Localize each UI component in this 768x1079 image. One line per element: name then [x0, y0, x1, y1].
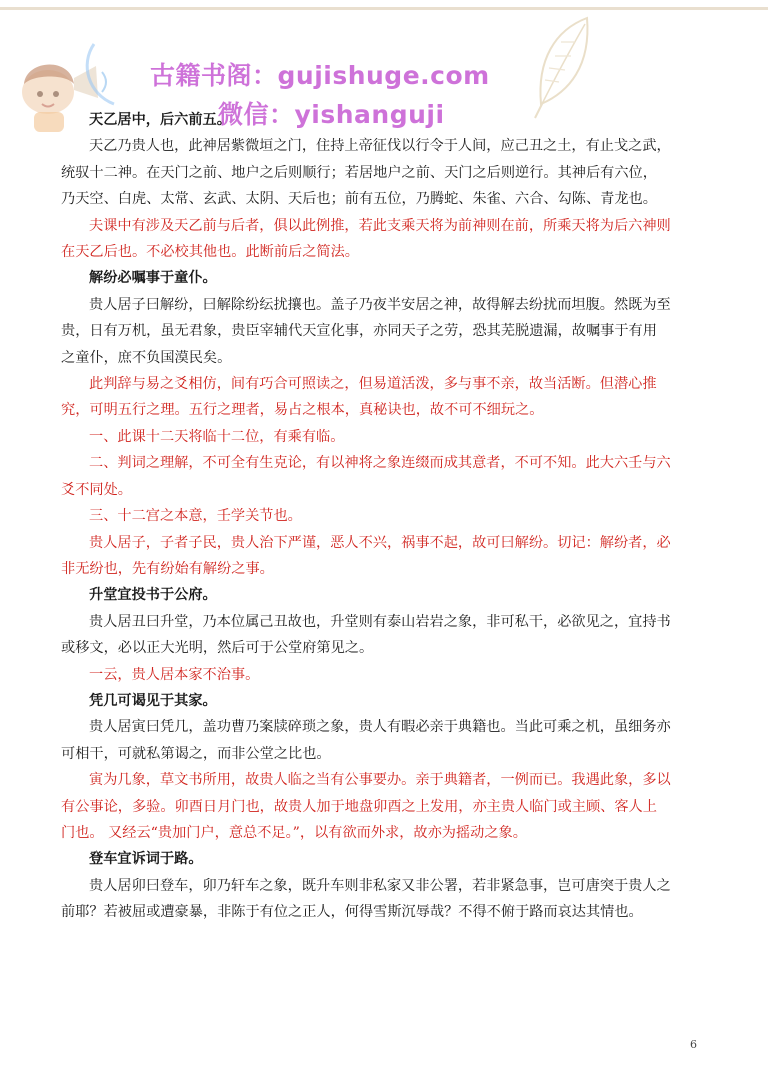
watermark-wechat: 微信：yishanguji — [218, 100, 445, 129]
body-paragraph: 贵人居丑曰升堂，乃本位属己丑故也，升堂则有泰山岩岩之象，非可私干，必欲见之，宜持书或移文，必以正大光明，然后可于公堂府第见之。 — [61, 613, 671, 657]
annotation-paragraph: 夫课中有涉及天乙前与后者，俱以此例推，若此支乘天将为前神则在前，所乘天将为后六神则在天乙后也。不必校其他也。此断前后之简法。 — [61, 217, 671, 261]
section-heading: 天乙居中，后六前五。 — [89, 112, 231, 128]
leaf-decoration-icon — [525, 12, 605, 122]
annotation-paragraph: 一、此课十二天将临十二位，有乘有临。 — [89, 428, 345, 445]
watermark-website: 古籍书阁：gujishuge.com — [150, 61, 490, 90]
annotation-paragraph: 二、判词之理解，不可全有生克论，有以神将之象连缀而成其意者，不可不知。此大六壬与六爻不同处。 — [61, 455, 671, 498]
annotation-paragraph: 贵人居子，子者子民，贵人治下严谨，恶人不兴，祸事不起，故可曰解纷。切记：解纷者，必非无纷也，先有纷始有解纷之事。 — [61, 534, 671, 577]
section-heading: 凭几可谒见于其家。 — [89, 692, 217, 709]
annotation-paragraph: 此判辞与易之爻相仿，间有巧合可照读之，但易道活泼，多与事不亲，故当活断。但潜心推究，可明五行之理。五行之理者，易占之根本，真秘诀也，故不可不细玩之。 — [61, 376, 657, 419]
section-heading: 解纷必嘱事于童仆。 — [89, 270, 217, 287]
annotation-paragraph: 一云，贵人居本家不治事。 — [89, 666, 260, 683]
body-paragraph: 贵人居子曰解纷，曰解除纷纭扰攘也。盖子乃夜半安居之神，故得解去纷扰而坦腹。然既为至贵，日有万机，虽无君象，贵臣宰辅代天宣化事，亦同天子之劳，恐其芜脱遗漏，故嘱事于有用之童仆，庶不负国漠民矣。 — [61, 296, 671, 366]
annotation-paragraph: 寅为几象，草文书所用，故贵人临之当有公事要办。亲于典籍者，一例而已。我遇此象，多以有公事论，多验。卯酉日月门也，故贵人加于地盘卯酉之上发用，亦主贵人临门或主顾、客人上门也。 又经云“贵加门户，意总不足。”，以有欲而外求，故亦为摇动之象。 — [61, 772, 671, 841]
body-paragraph: 贵人居卯曰登车，卯乃轩车之象，既升车则非私家又非公署，若非紧急事，岂可唐突于贵人之前耶？若被屈或遭豪暴，非陈于有位之正人，何得雪斯沉辱哉？不得不俯于路而哀达其情也。 — [61, 877, 671, 921]
section-heading: 登车宜诉词于路。 — [89, 851, 203, 868]
annotation-paragraph: 三、十二宫之本意，壬学关节也。 — [89, 508, 302, 525]
section-heading: 升堂宜投书于公府。 — [89, 587, 217, 604]
body-paragraph: 天乙乃贵人也，此神居紫微垣之门，住持上帝征伐以行令于人间，应己丑之土，有止戈之武，统驭十二神。在天门之前、地户之后则顺行；若居地户之前、天门之后则逆行。其神后有六位，乃天空、白虎、太常、玄武、太阴、天后也；前有五位，乃腾蛇、朱雀、六合、勾陈、青龙也。 — [61, 138, 671, 208]
body-paragraph: 贵人居寅曰凭几，盖功曹乃案牍碎琐之象，贵人有暇必亲于典籍也。当此可乘之机，虽细务亦可相干，可就私第谒之，而非公堂之比也。 — [61, 719, 671, 762]
top-border-line — [0, 7, 768, 10]
page-number: 6 — [690, 1038, 697, 1051]
document-body — [61, 107, 671, 926]
